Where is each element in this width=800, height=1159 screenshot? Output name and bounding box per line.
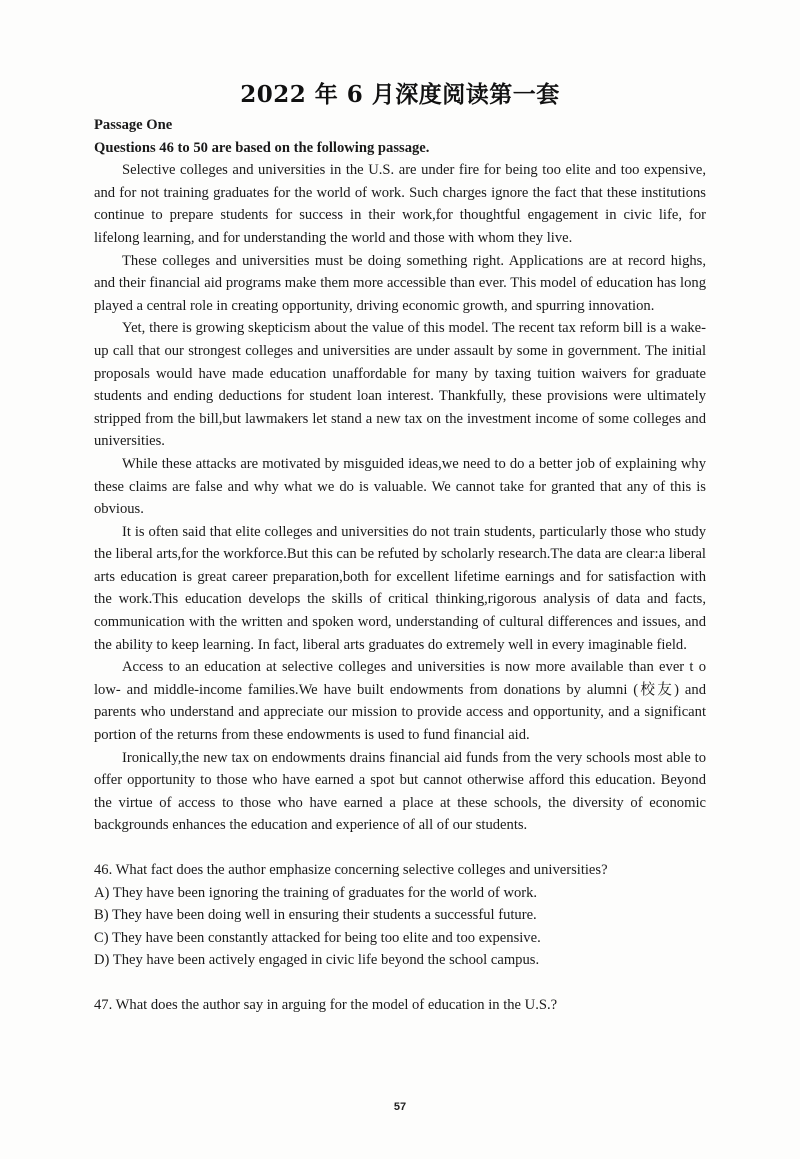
question-46-option-c: C) They have been constantly attacked for being too elite and too expensive. [94, 929, 541, 946]
passage-paragraph-2: These colleges and universities must be doing something right. Applications are at record highs, and their financial aid programs make them more accessible than ever. This model of education has long played a central role in creating opportunity, driving economic growth, and spurring innovation. [94, 252, 706, 314]
passage-paragraph-7: Ironically,the new tax on endowments drains financial aid funds from the very schools most able to offer opportunity to those who have earned a spot but cannot otherwise afford this education. Beyond the virtue of access to those who have earned a place at these schools, the diversity of economic backgrounds enhances the education and experience of all of our students. [94, 749, 706, 834]
question-46-stem: 46. What fact does the author emphasize concerning selective colleges and universities? [94, 862, 608, 878]
passage-paragraph-6: Access to an education at selective colleges and universities is now more available than ever t o low- and middle-income families.We have built endowments from donations by alumni (校友) and parents who understand and appreciate our mission to provide access and opportunity, and a significant portion of the returns from these endowments is used to fund financial aid. [94, 659, 706, 744]
passage-paragraph-1: Selective colleges and universities in the U.S. are under fire for being too elite and too expensive, and for not training graduates for the world of work. Such charges ignore the fact that these institutions continue to prepare students for success in their work,for thoughtful engagement in civic life, for lifelong learning, and for understanding the world and those with whom they live. [94, 162, 706, 246]
question-46-option-d: D) They have been actively engaged in civic life beyond the school campus. [94, 952, 540, 969]
question-46-option-a: A) They have been ignoring the training of graduates for the world of work. [94, 884, 538, 901]
passage-content [94, 114, 706, 1017]
question-47-stem: 47. What does the author say in arguing for the model of education in the U.S.? [94, 996, 558, 1013]
passage-paragraph-3: Yet, there is growing skepticism about the value of this model. The recent tax reform bill is a wake-up call that our strongest colleges and universities are under assault by some in government. The initial proposals would have made education unaffordable for many by taxing tuition waivers for graduate students and ending deductions for student loan interest. Thankfully, these provisions were ultimately stripped from the bill,but lawmakers let stand a new tax on the investment income of some colleges and universities. [94, 320, 706, 450]
question-list [94, 859, 706, 1017]
page-title: 2022 年 6 月深度阅读第一套 [240, 81, 560, 108]
passage-paragraph-5: It is often said that elite colleges and universities do not train students, particularly those who study the liberal arts,for the workforce.But this can be refuted by scholarly research.The data are clear:a liberal arts education is great career preparation,both for excellent lifetime earnings and for satisfaction with the work.This education develops the skills of critical thinking,rigorous analysis of data and facts, communication with the written and spoken word, understanding of cultural differences and issues, and the ability to keep learning. In fact, liberal arts graduates do extremely well in every imaginable field. [94, 523, 706, 653]
passage-heading: Passage One [94, 117, 173, 133]
question-range-instruction: Questions 46 to 50 are based on the following passage. [94, 139, 430, 156]
page-number: 57 [393, 1101, 407, 1113]
question-46-option-b: B) They have been doing well in ensuring their students a successful future. [94, 907, 537, 924]
passage-paragraph-4: While these attacks are motivated by misguided ideas,we need to do a better job of explaining why these claims are false and why what we do is valuable. We cannot take for granted that any of this is obvious. [94, 455, 706, 518]
